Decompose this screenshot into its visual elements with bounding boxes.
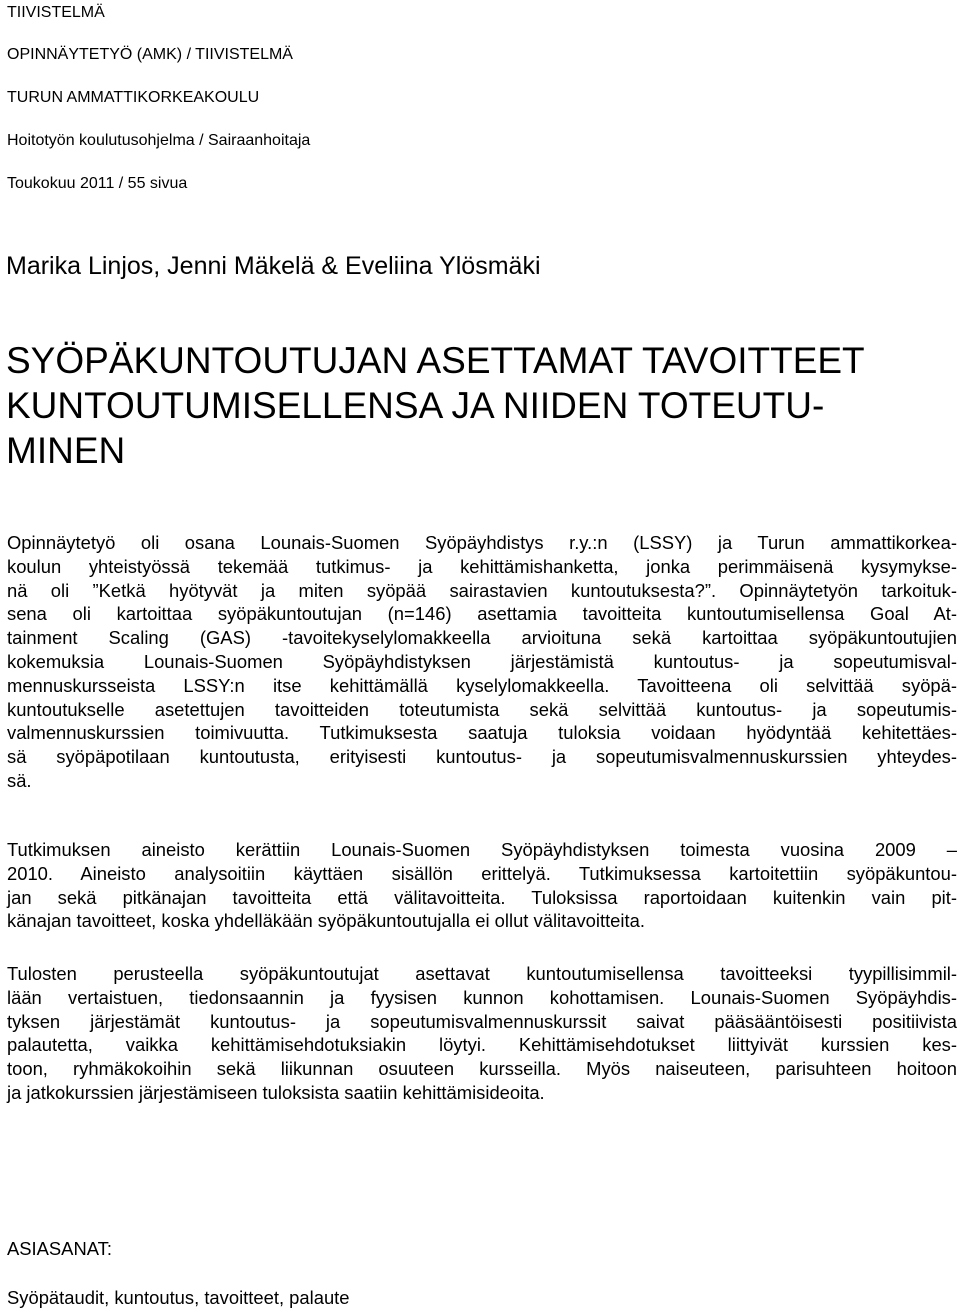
paragraph-line: kokemuksia Lounais-Suomen Syöpäyhdistyksen järjestämistä kuntoutus- ja sopeutumisval- [7, 650, 957, 672]
title-line: KUNTOUTUMISELLENSA JA NIIDEN TOTEUTU- [6, 385, 825, 426]
paragraph-line: valmennuskurssien toimivuutta. Tutkimuksesta saatuja tuloksia voidaan hyödyntää kehitettäes- [7, 722, 957, 744]
abstract-paragraph-1 [7, 531, 957, 793]
title-line: SYÖPÄKUNTOUTUJAN ASETTAMAT TAVOITTEET [6, 340, 865, 381]
paragraph-line: toon, ryhmäkokoihin sekä liikunnan osuuteen kursseilla. Myös naiseuteen, parisuhteen hoitoon [7, 1058, 957, 1080]
abstract-paragraph-3 [7, 962, 957, 1105]
paragraph-line: Tulosten perusteella syöpäkuntoutujat asettavat kuntoutumisellensa tavoitteeksi tyypillisimmil- [7, 963, 957, 984]
paragraph-line: tainment Scaling (GAS) -tavoitekyselylomakkeella arvioituna sekä kartoittaa syöpäkuntoutujien [7, 627, 957, 649]
paragraph-line: palautetta, vaikka kehittämisehdotuksiakin löytyi. Kehittämisehdotukset liittyivät kurssien kes- [7, 1034, 957, 1056]
paragraph-line: tyksen järjestämät kuntoutus- ja sopeutumisvalmennuskurssit saivat pääsääntöisesti positiivista [7, 1010, 957, 1032]
keywords-value: Syöpätaudit, kuntoutus, tavoitteet, palaute [7, 1287, 350, 1308]
paragraph-line: Tutkimuksen aineisto kerättiin Lounais-Suomen Syöpäyhdistyksen toimesta vuosina 2009 – [7, 839, 957, 860]
paragraph-line: sä syöpäpotilaan kuntoutusta, erityisesti kuntoutus- ja sopeutumisvalmennuskurssien yhteydes- [7, 746, 957, 768]
paragraph-line: kuntoutukselle asetettujen tavoitteiden toteutumista sekä selvittää kuntoutus- ja sopeutumis- [7, 698, 957, 720]
paragraph-line: sä. [7, 769, 32, 791]
date-pages-label: Toukokuu 2011 / 55 sivua [7, 175, 188, 192]
paragraph-line: mennuskursseista LSSY:n itse kehittämällä kyselylomakkeella. Tavoitteena oli selvittää syöpä- [7, 674, 957, 696]
abstract-paragraph-2 [7, 838, 957, 933]
thesis-title [6, 338, 951, 473]
paragraph-line: jan sekä pitkänajan tavoitteita että välitavoitteita. Tuloksissa raportoidaan kuitenkin vain pit- [7, 886, 957, 908]
keywords-label: ASIASANAT: [7, 1238, 112, 1259]
paragraph-line: känajan tavoitteet, koska yhdelläkään syöpäkuntoutujalla ei ollut välitavoitteita. [7, 910, 645, 932]
title-line: MINEN [6, 430, 126, 471]
paragraph-line: sena oli kartoittaa syöpäkuntoutujan (n=146) asettamia tavoitteita kuntoutumisellensa Goal At- [7, 603, 957, 625]
paragraph-line: ja jatkokurssien järjestämiseen tuloksista saatiin kehittämisideoita. [7, 1081, 545, 1103]
thesis-type-label: OPINNÄYTETYÖ (AMK) / TIIVISTELMÄ [7, 46, 293, 63]
paragraph-line: 2010. Aineisto analysoitiin käyttäen sisällön erittelyä. Tutkimuksessa kartoitettiin syöpäkuntou- [7, 862, 957, 884]
paragraph-line: Opinnäytetyö oli osana Lounais-Suomen Syöpäyhdistys r.y.:n (LSSY) ja Turun ammattikorkea- [7, 532, 957, 553]
doc-type-label: TIIVISTELMÄ [7, 4, 105, 21]
paragraph-line: koulun yhteistyössä tekemää tutkimus- ja kehittämishanketta, jonka perimmäisenä kysymykse- [7, 555, 957, 577]
paragraph-line: nä oli ”Ketkä hyötyvät ja miten syöpää sairastavien kuntoutuksesta?”. Opinnäytetyön tarkoituk- [7, 579, 957, 601]
authors: Marika Linjos, Jenni Mäkelä & Eveliina Ylösmäki [6, 252, 541, 280]
paragraph-line: lään vertaistuen, tiedonsaannin ja fyysisen kunnon kohottamisen. Lounais-Suomen Syöpäyhdis- [7, 986, 957, 1008]
programme-label: Hoitotyön koulutusohjelma / Sairaanhoitaja [7, 132, 311, 149]
institution-label: TURUN AMMATTIKORKEAKOULU [7, 89, 260, 106]
